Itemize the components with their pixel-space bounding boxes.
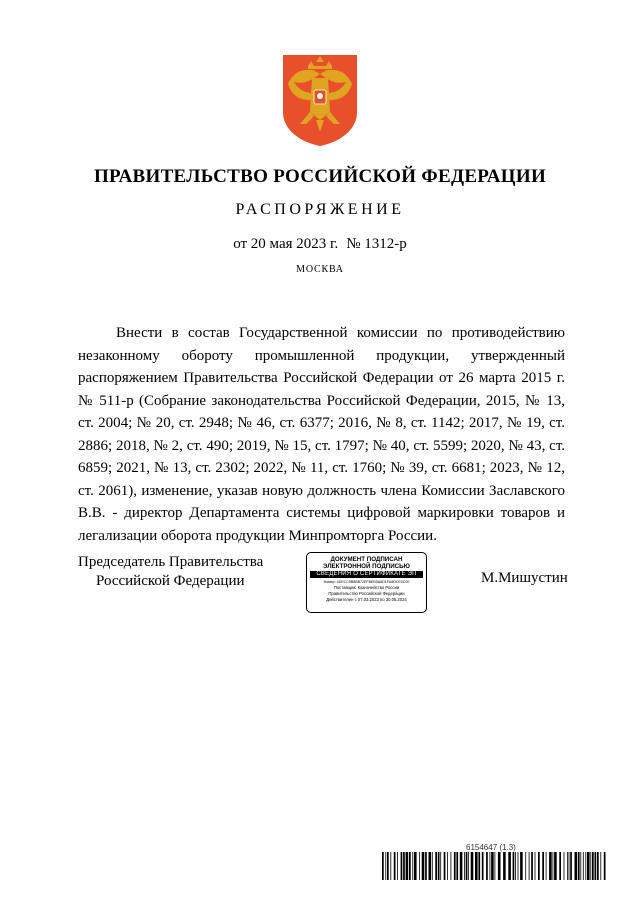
signatory-position-line2: Российской Федерации	[96, 573, 245, 589]
stamp-serial: Номер: 4DECC5B8BB72EFBEB0A6D1FA8DCE0C00	[323, 580, 410, 584]
electronic-signature-stamp	[306, 552, 427, 613]
signatory-position-line1: Председатель Правительства	[78, 554, 264, 570]
barcode-image	[382, 852, 607, 880]
signatory-name: М.Мишустин	[481, 570, 568, 586]
stamp-line2: ЭЛЕКТРОННОЙ ПОДПИСЬЮ	[323, 563, 410, 570]
date-line	[0, 236, 640, 253]
order-text: Внести в состав Государственной комиссии по противодействию незаконному обороту промышленной продукции, утвержденный распоряжением Правительства Российской Федерации от 26 марта 2015 г. № 511-р (Собрание законодательства Российской Федерации, 2015, № 13, ст. 2004; № 20, ст. 2948; № 46, ст. 6377; 2016, № 8, ст. 1142; 2017, № 19, ст. 2886; 2018, № 2, ст. 490; 2019, № 15, ст. 1797; № 40, ст. 5599; 2020, № 43, ст. 6859; 2021, № 13, ст. 2302; 2022, № 11, ст. 1760; № 39, ст. 6681; 2023, № 12, ст. 2061), изменение, указав новую должность члена Комиссии Заславского В.В. - директор Департамента системы цифровой маркировки товаров и легализации оборота продукции Минпромторга России.	[78, 325, 565, 544]
document-type: РАСПОРЯЖЕНИЕ	[235, 201, 405, 218]
government-heading: ПРАВИТЕЛЬСТВО РОССИЙСКОЙ ФЕДЕРАЦИИ	[93, 166, 547, 187]
stamp-line1: ДОКУМЕНТ ПОДПИСАН	[330, 556, 403, 563]
stamp-supplier: Поставщик: Казначейство России	[333, 585, 400, 590]
city-name: МОСКВА	[296, 264, 344, 275]
coat-of-arms-emblem	[280, 52, 360, 148]
stamp-validity: Действителен с 07.03.2023 по 30.05.2024	[326, 597, 407, 602]
stamp-banner: СВЕДЕНИЯ О СЕРТИФИКАТЕ ЭП	[310, 571, 423, 578]
barcode-number: 6154647 (1.3)	[466, 843, 516, 852]
signatory-position	[78, 553, 263, 591]
document-date: от 20 мая 2023 г.	[233, 236, 339, 252]
stamp-owner: Правительство Российской Федерации	[328, 591, 405, 596]
document-number: № 1312-р	[346, 236, 407, 252]
